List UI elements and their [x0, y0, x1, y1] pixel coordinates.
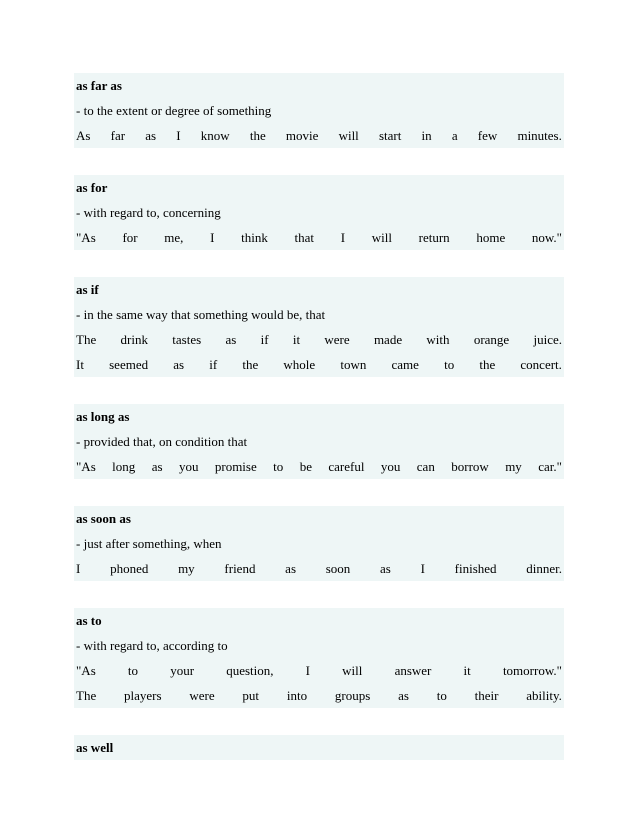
example-sentence: [74, 454, 564, 479]
example-word: I: [305, 663, 311, 678]
example-word: seemed: [109, 357, 149, 372]
example-word: "As: [76, 230, 96, 245]
example-word: for: [122, 230, 138, 245]
example-word: car.": [538, 459, 562, 474]
example-word: As: [76, 128, 91, 143]
example-word: into: [286, 688, 308, 703]
example-word: now.": [531, 230, 562, 245]
example-word: made: [373, 332, 403, 347]
entry-as-for: [74, 175, 564, 250]
example-word: in: [421, 128, 432, 143]
example-word: concert.: [520, 357, 562, 372]
example-word: friend: [224, 561, 256, 576]
example-word: The: [76, 332, 97, 347]
entry-definition: - just after something, when: [74, 531, 564, 556]
example-word: were: [189, 688, 215, 703]
example-word: the: [242, 357, 259, 372]
entry-as-well: [74, 735, 564, 760]
example-sentence: [74, 123, 564, 148]
example-word: with: [426, 332, 450, 347]
entry-term: as well: [74, 735, 564, 760]
entry-as-if: [74, 277, 564, 377]
example-word: drink: [120, 332, 148, 347]
example-word: tastes: [172, 332, 202, 347]
example-word: were: [324, 332, 350, 347]
example-word: the: [479, 357, 496, 372]
example-sentence: [74, 556, 564, 581]
example-word: your: [170, 663, 195, 678]
example-word: soon: [325, 561, 351, 576]
example-word: came: [391, 357, 419, 372]
example-word: to: [444, 357, 455, 372]
example-word: question,: [226, 663, 274, 678]
example-word: juice.: [533, 332, 562, 347]
example-word: if: [260, 332, 269, 347]
example-word: home: [476, 230, 506, 245]
example-word: to: [273, 459, 284, 474]
example-word: as: [225, 332, 237, 347]
entry-term: as to: [74, 608, 564, 633]
example-word: their: [474, 688, 499, 703]
document-page: [74, 73, 564, 760]
example-word: players: [124, 688, 162, 703]
entry-term: as soon as: [74, 506, 564, 531]
example-word: movie: [285, 128, 319, 143]
example-word: I: [76, 561, 81, 576]
example-word: return: [418, 230, 450, 245]
entry-as-to: [74, 608, 564, 708]
example-word: as: [173, 357, 185, 372]
example-word: borrow: [451, 459, 489, 474]
example-word: be: [299, 459, 312, 474]
example-word: put: [242, 688, 260, 703]
example-word: can: [416, 459, 435, 474]
example-word: it: [292, 332, 301, 347]
example-word: promise: [214, 459, 257, 474]
entry-term: as if: [74, 277, 564, 302]
example-word: the: [249, 128, 266, 143]
example-word: as: [398, 688, 409, 703]
example-word: It: [76, 357, 84, 372]
example-word: as: [285, 561, 297, 576]
entry-definition: - to the extent or degree of something: [74, 98, 564, 123]
example-word: to: [436, 688, 447, 703]
example-word: I: [340, 230, 346, 245]
example-word: phoned: [110, 561, 149, 576]
example-sentence: [74, 683, 564, 708]
example-word: you: [380, 459, 401, 474]
example-word: town: [340, 357, 367, 372]
example-word: me,: [164, 230, 184, 245]
entry-definition: - with regard to, concerning: [74, 200, 564, 225]
example-word: The: [76, 688, 97, 703]
example-word: will: [338, 128, 359, 143]
entry-as-long-as: [74, 404, 564, 479]
example-word: it: [463, 663, 471, 678]
entry-term: as for: [74, 175, 564, 200]
example-word: as: [151, 459, 163, 474]
example-word: will: [342, 663, 363, 678]
example-word: whole: [283, 357, 316, 372]
example-sentence: [74, 658, 564, 683]
example-word: my: [505, 459, 522, 474]
example-word: you: [178, 459, 199, 474]
example-word: a: [451, 128, 458, 143]
example-word: long: [112, 459, 136, 474]
example-word: ability.: [526, 688, 562, 703]
entry-term: as long as: [74, 404, 564, 429]
example-word: "As: [76, 459, 96, 474]
example-word: will: [371, 230, 392, 245]
example-word: orange: [473, 332, 510, 347]
example-sentence: [74, 327, 564, 352]
example-word: if: [209, 357, 218, 372]
example-word: answer: [394, 663, 432, 678]
example-word: I: [420, 561, 425, 576]
example-word: think: [241, 230, 268, 245]
example-sentence: [74, 225, 564, 250]
entry-as-soon-as: [74, 506, 564, 581]
example-word: as: [380, 561, 391, 576]
example-word: as: [145, 128, 157, 143]
example-word: few: [477, 128, 498, 143]
example-word: dinner.: [526, 561, 562, 576]
example-word: to: [127, 663, 139, 678]
entry-term: as far as: [74, 73, 564, 98]
example-word: my: [178, 561, 195, 576]
example-word: know: [200, 128, 230, 143]
example-sentence: [74, 352, 564, 377]
example-word: minutes.: [517, 128, 562, 143]
entry-definition: - with regard to, according to: [74, 633, 564, 658]
example-word: far: [110, 128, 126, 143]
entry-definition: - provided that, on condition that: [74, 429, 564, 454]
example-word: I: [210, 230, 215, 245]
example-word: finished: [454, 561, 497, 576]
entry-as-far-as: [74, 73, 564, 148]
example-word: tomorrow.": [502, 663, 562, 678]
example-word: "As: [76, 663, 96, 678]
example-word: I: [176, 128, 181, 143]
example-word: careful: [328, 459, 365, 474]
example-word: groups: [334, 688, 371, 703]
entry-definition: - in the same way that something would be, that: [74, 302, 564, 327]
example-word: that: [294, 230, 315, 245]
example-word: start: [378, 128, 402, 143]
